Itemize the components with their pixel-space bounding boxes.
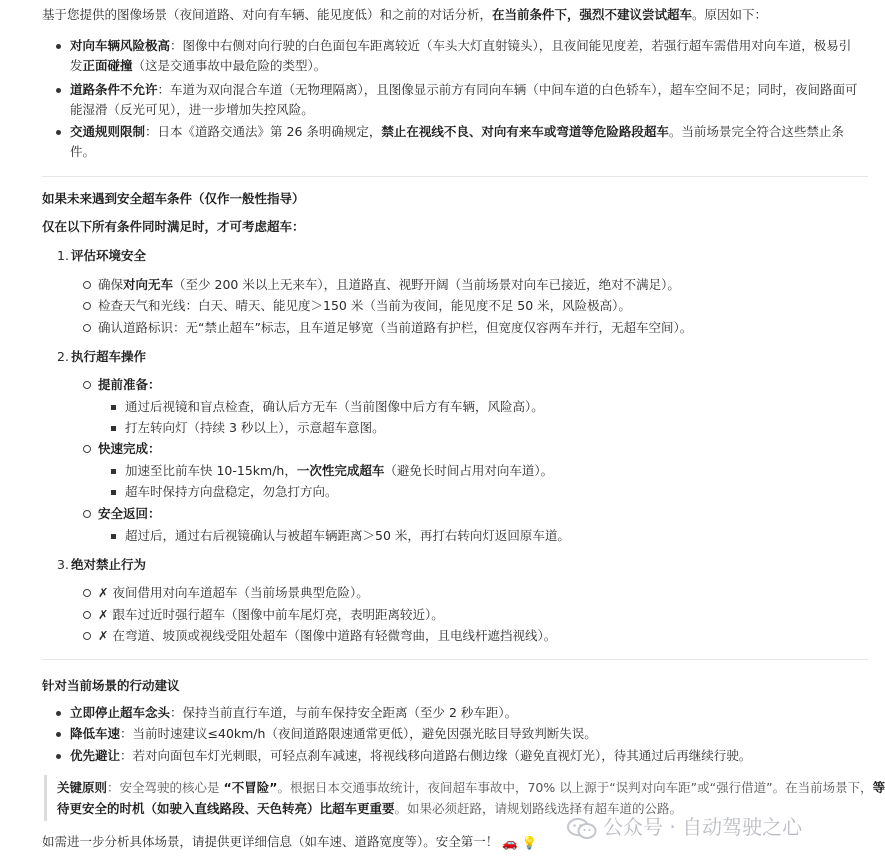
step-title: 绝对禁止行为 bbox=[71, 557, 147, 572]
step-1-item bbox=[98, 296, 631, 316]
advice-title: 立即停止超车念头 bbox=[70, 705, 171, 720]
watermark bbox=[567, 812, 867, 842]
divider bbox=[42, 659, 868, 660]
step-2-heading bbox=[57, 347, 147, 367]
reason-text: ：图像中右侧对向行驶的白色面包车距离较近（车头大灯直射镜头），且夜间能见度差，若强行超车需借用对向车道，极易引 bbox=[170, 38, 852, 53]
reason-title: 交通规则限制 bbox=[70, 124, 146, 139]
quote-label: 关键原则 bbox=[57, 780, 108, 795]
car-bulb-emoji-icon: 🚗 💡 bbox=[502, 834, 538, 850]
step-1-item bbox=[98, 275, 680, 295]
quote-emphasis: 等 bbox=[872, 780, 885, 795]
step-number: 2. bbox=[57, 349, 69, 364]
advice-item bbox=[70, 703, 517, 723]
advice-item bbox=[70, 746, 751, 766]
reason-title: 道路条件不允许 bbox=[70, 82, 158, 97]
advice-text: ：若对向面包车灯光刺眼，可轻点刹车减速，将视线移向道路右侧边缘（避免直视灯光），待其通过后再继续行驶。 bbox=[120, 748, 752, 763]
outro-text: 如需进一步分析具体场景，请提供更详细信息（如车速、道路宽度等）。安全第一！ bbox=[42, 834, 499, 849]
item-text: 确认道路标识：无“禁止超车”标志，且车道足够宽（当前道路有护栏，但宽度仅容两车并行，无超车空间）。 bbox=[98, 320, 693, 335]
step-number: 3. bbox=[57, 557, 69, 572]
item-text: 超车时保持方向盘稳定，勿急打方向。 bbox=[125, 484, 338, 499]
step-number: 1. bbox=[57, 248, 69, 263]
step-title: 执行超车操作 bbox=[71, 349, 147, 364]
item-text: 确保 bbox=[98, 277, 124, 292]
quote-text: 。如果必须赶路，请规划路线选择有超车道的公路。 bbox=[394, 801, 683, 816]
reason-text: 件。 bbox=[70, 144, 96, 159]
step-2-subitem bbox=[125, 482, 338, 502]
reason-text: ：车道为双向混合车道（无物理隔离），且图像显示前方有同向车辆（中间车道的白色轿车），超车空间不足；同时，夜间路面可 bbox=[157, 82, 858, 97]
item-text: （至少 200 米以上无来车），且道路直、视野开阔（当前场景对向车已接近，绝对不满足）。 bbox=[173, 277, 680, 292]
reason-item-3 bbox=[70, 122, 844, 142]
item-emphasis: 对向无车 bbox=[123, 277, 174, 292]
reason-item-2-cont bbox=[70, 100, 314, 120]
future-heading: 如果未来遇到安全超车条件（仅作一般性指导） bbox=[42, 191, 305, 206]
item-text: 检查天气和光线：白天、晴天、能见度＞150 米（当前为夜间，能见度不足 50 米，风险极高）。 bbox=[98, 298, 631, 313]
future-subheading: 仅在以下所有条件同时满足时，才可考虑超车： bbox=[42, 219, 305, 234]
reason-text: 。当前场景完全符合这些禁止条 bbox=[668, 124, 844, 139]
intro-paragraph bbox=[42, 5, 870, 25]
step-3-heading bbox=[57, 555, 147, 575]
step-2-subitem bbox=[125, 418, 385, 438]
item-text: 超过后，通过右后视镜确认与被超车辆距离＞50 米，再打右转向灯返回原车道。 bbox=[125, 528, 570, 543]
reason-item-2 bbox=[70, 80, 858, 100]
advice-title: 降低车速 bbox=[70, 726, 121, 741]
group-title: 提前准备： bbox=[98, 377, 161, 392]
advice-text: ：当前时速建议≤40km/h（夜间道路限速通常更低），避免因强光眩目导致判断失误。 bbox=[120, 726, 597, 741]
item-text: （避免长时间占用对向车道）。 bbox=[384, 463, 554, 478]
advice-title: 优先避让 bbox=[70, 748, 121, 763]
item-text: ✗ 跟车过近时强行超车（图像中前车尾灯亮，表明距离较近）。 bbox=[98, 607, 444, 622]
reason-text: ：日本《道路交通法》第 26 条明确规定， bbox=[145, 124, 382, 139]
item-text: ✗ 在弯道、坡顶或视线受阻处超车（图像中道路有轻微弯曲，且电线杆遮挡视线）。 bbox=[98, 628, 557, 643]
item-text: ✗ 夜间借用对向车道超车（当前场景典型危险）。 bbox=[98, 585, 369, 600]
step-3-item bbox=[98, 626, 556, 646]
quote-text: ：安全驾驶的核心是 bbox=[107, 780, 224, 795]
quote-emphasis: “不冒险” bbox=[223, 780, 278, 795]
step-2-subitem bbox=[125, 526, 570, 546]
step-1-item bbox=[98, 318, 692, 338]
step-3-item bbox=[98, 605, 444, 625]
intro-suffix: 。原因如下： bbox=[692, 7, 768, 22]
item-emphasis: 一次性完成超车 bbox=[296, 463, 385, 478]
reason-text: 发 bbox=[70, 58, 83, 73]
advice-heading: 针对当前场景的行动建议 bbox=[42, 678, 180, 693]
reason-item-3-cont bbox=[70, 142, 95, 162]
advice-item bbox=[70, 724, 597, 744]
intro-text: 基于您提供的图像场景（夜间道路、对向有车辆、能见度低）和之前的对话分析， bbox=[42, 7, 493, 22]
item-text: 通过后视镜和盲点检查，确认后方无车（当前图像中后方有车辆，风险高）。 bbox=[125, 399, 544, 414]
intro-emphasis: 在当前条件下，强烈不建议尝试超车 bbox=[492, 7, 693, 22]
step-2-subitem bbox=[125, 461, 553, 481]
quote-text: 。根据日本交通事故统计，夜间超车事故中，70% 以上源于“误判对向车距”或“强行借道”。在当前场景下， bbox=[277, 780, 873, 795]
divider bbox=[42, 176, 868, 177]
reason-emphasis: 禁止在视线不良、对向有来车或弯道等危险路段超车 bbox=[381, 124, 669, 139]
reason-text: 能湿滑（反光可见），进一步增加失控风险。 bbox=[70, 102, 314, 117]
group-title: 安全返回： bbox=[98, 506, 161, 521]
reason-emphasis: 正面碰撞 bbox=[82, 58, 133, 73]
advice-text: ：保持当前直行车道，与前车保持安全距离（至少 2 秒车距）。 bbox=[170, 705, 518, 720]
item-text: 加速至比前车快 10-15km/h， bbox=[125, 463, 297, 478]
reason-text: （这是交通事故中最危险的类型）。 bbox=[132, 58, 327, 73]
reason-title: 对向车辆风险极高 bbox=[70, 38, 171, 53]
step-2-subitem bbox=[125, 397, 544, 417]
step-2-group-title bbox=[98, 439, 161, 459]
step-3-item bbox=[98, 583, 369, 603]
item-text: 打左转向灯（持续 3 秒以上），示意超车意图。 bbox=[125, 420, 385, 435]
watermark-text: 公众号 · 自动驾驶之心 bbox=[603, 815, 803, 839]
step-2-group-title bbox=[98, 504, 161, 524]
quote-line-1 bbox=[57, 778, 885, 798]
step-2-group-title bbox=[98, 375, 161, 395]
step-1-heading bbox=[57, 246, 147, 266]
reason-item-1 bbox=[70, 36, 851, 56]
wechat-logo-icon bbox=[567, 817, 597, 841]
quote-emphasis: 待更安全的时机（如驶入直线路段、天色转亮）比超车更重要 bbox=[57, 801, 395, 816]
group-title: 快速完成： bbox=[98, 441, 161, 456]
reason-item-1-cont bbox=[70, 56, 326, 76]
step-title: 评估环境安全 bbox=[71, 248, 147, 263]
